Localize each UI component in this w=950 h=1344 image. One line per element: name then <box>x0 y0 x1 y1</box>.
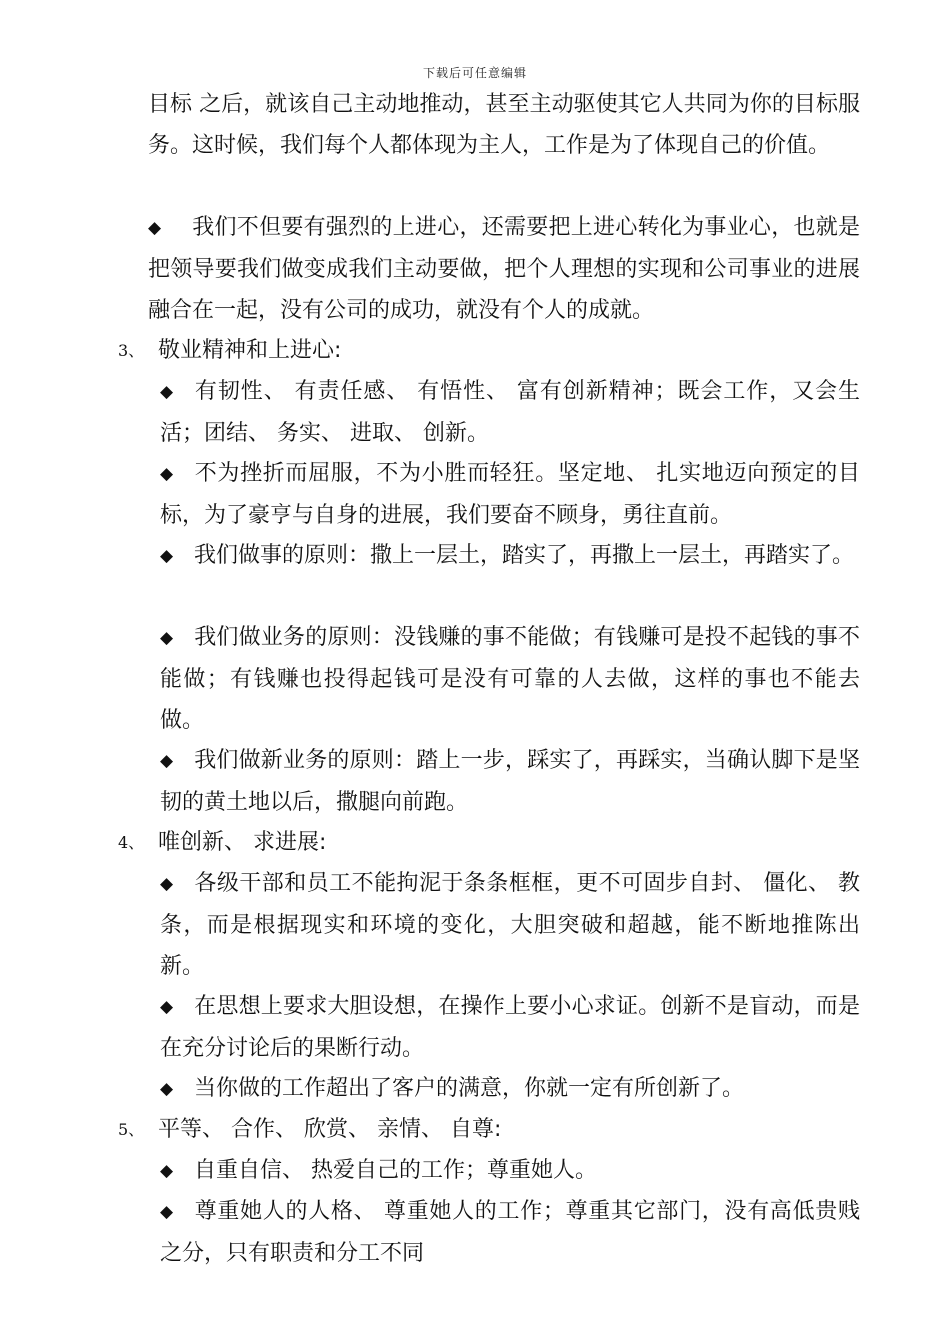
paragraph-text: 我们不但要有强烈的上进心，还需要把上进心转化为事业心，也就是把领导要我们做变成我们主动要做，把个人理想的实现和公司事业的进展融合在一起，没有公司的成功，就没有个人的成就。 <box>148 215 860 323</box>
section-heading: 唯创新、 求进展: <box>158 830 327 855</box>
bullet-paragraph <box>148 207 860 331</box>
bullet-item <box>160 453 860 536</box>
diamond-bullet-icon: ◆ <box>160 874 174 894</box>
bullet-text: 不为挫折而屈服，不为小胜而轻狂。坚定地、 扎实地迈向预定的目标，为了豪亨与自身的进展，我们要奋不顾身，勇往直前。 <box>160 461 860 528</box>
section-number: 5、 <box>118 1120 145 1139</box>
bullet-text: 自重自信、 热爱自己的工作；尊重她人。 <box>194 1158 597 1183</box>
bullet-text: 各级干部和员工不能拘泥于条条框框，更不可固步自封、 僵化、 教条，而是根据现实和环境的变化，大胆突破和超越，能不断地推陈出新。 <box>160 871 860 979</box>
diamond-bullet-icon: ◆ <box>148 218 162 238</box>
section-heading: 敬业精神和上进心: <box>158 338 342 363</box>
bullet-item <box>160 863 860 987</box>
bullet-item <box>160 1068 860 1110</box>
diamond-bullet-icon: ◆ <box>160 1161 174 1181</box>
diamond-bullet-icon: ◆ <box>160 1202 174 1222</box>
bullet-item <box>160 740 860 823</box>
bullet-item <box>160 1191 860 1274</box>
diamond-bullet-icon: ◆ <box>160 1079 174 1099</box>
section-number: 4、 <box>118 833 145 852</box>
bullet-text: 尊重她人的人格、 尊重她人的工作；尊重其它部门，没有高低贵贱之分，只有职责和分工不同 <box>160 1199 860 1266</box>
paragraph-continued: 目标 之后，就该自己主动地推动，甚至主动驱使其它人共同为你的目标服务。这时候，我们每个人都体现为主人，工作是为了体现自己的价值。 <box>148 92 860 158</box>
bullet-text: 我们做业务的原则：没钱赚的事不能做；有钱赚可是投不起钱的事不能做；有钱赚也投得起钱可是没有可靠的人去做，这样的事也不能去做。 <box>160 625 860 733</box>
bullet-text: 当你做的工作超出了客户的满意，你就一定有所创新了。 <box>194 1076 745 1101</box>
bullet-item <box>160 535 860 577</box>
bullet-item <box>160 617 860 741</box>
diamond-bullet-icon: ◆ <box>160 464 174 484</box>
bullet-text: 我们做新业务的原则：踏上一步，踩实了，再踩实，当确认脚下是坚韧的黄土地以后，撒腿向前跑。 <box>160 748 860 815</box>
section-heading: 平等、 合作、 欣赏、 亲情、 自尊: <box>158 1117 502 1142</box>
diamond-bullet-icon: ◆ <box>160 382 174 402</box>
bullet-item <box>160 371 860 454</box>
bullet-text: 我们做事的原则：撒上一层土，踏实了，再撒上一层土，再踏实了。 <box>194 543 855 568</box>
bullet-text: 有韧性、 有责任感、 有悟性、 富有创新精神；既会工作，又会生活；团结、 务实、 进取、 创新。 <box>160 379 860 446</box>
diamond-bullet-icon: ◆ <box>160 546 174 566</box>
section-number: 3、 <box>118 341 145 360</box>
bullet-text: 在思想上要求大胆设想，在操作上要小心求证。创新不是盲动，而是在充分讨论后的果断行动。 <box>160 994 860 1061</box>
bullet-item <box>160 986 860 1069</box>
diamond-bullet-icon: ◆ <box>160 997 174 1017</box>
diamond-bullet-icon: ◆ <box>160 751 174 771</box>
page-header-watermark: 下载后可任意编辑 <box>422 66 527 80</box>
diamond-bullet-icon: ◆ <box>160 628 174 648</box>
bullet-item <box>160 1150 860 1192</box>
